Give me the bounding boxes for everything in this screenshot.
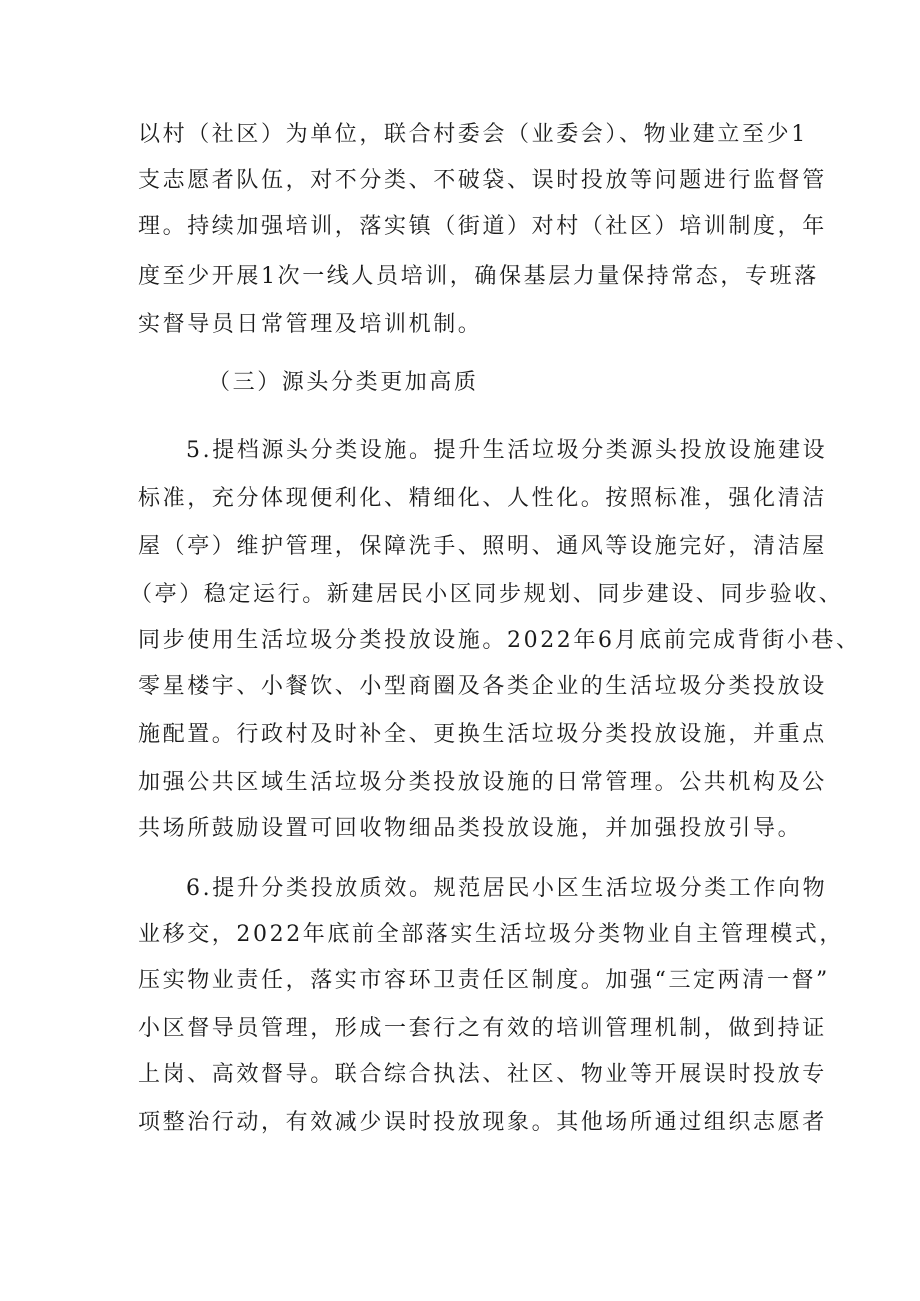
paragraph-6-line-3: 压实物业责任，落实市容环卫责任区制度。加强“三定两清一督” <box>138 968 830 993</box>
paragraph-5-line-5: 同步使用生活垃圾分类投放设施。2022年6月底前完成背街小巷、 <box>138 628 861 653</box>
paragraph-5-line-2: 标准，充分体现便利化、精细化、人性化。按照标准，强化清洁 <box>138 486 827 511</box>
paragraph-5-line-1: 5.提档源头分类设施。提升生活垃圾分类源头投放设施建设 <box>186 438 828 463</box>
paragraph-1-line-2: 支志愿者队伍，对不分类、不破袋、误时投放等问题进行监督管 <box>138 168 827 193</box>
paragraph-1-line-1: 以村（社区）为单位，联合村委会（业委会）、物业建立至少1 <box>138 122 808 147</box>
paragraph-1-line-5: 实督导员日常管理及培训机制。 <box>138 312 483 337</box>
paragraph-5-line-8: 加强公共区域生活垃圾分类投放设施的日常管理。公共机构及公 <box>138 770 827 795</box>
paragraph-6-line-5: 上岗、高效督导。联合综合执法、社区、物业等开展误时投放专 <box>138 1062 827 1087</box>
paragraph-5-line-7: 施配置。行政村及时补全、更换生活垃圾分类投放设施，并重点 <box>138 722 827 747</box>
paragraph-6-line-4: 小区督导员管理，形成一套行之有效的培训管理机制，做到持证 <box>138 1016 827 1041</box>
paragraph-6-line-2: 业移交，2022年底前全部落实生活垃圾分类物业自主管理模式， <box>138 922 844 947</box>
paragraph-6-line-1: 6.提升分类投放质效。规范居民小区生活垃圾分类工作向物 <box>186 876 828 901</box>
paragraph-6-line-6: 项整治行动，有效减少误时投放现象。其他场所通过组织志愿者 <box>138 1110 827 1135</box>
paragraph-1-line-3: 理。持续加强培训，落实镇（街道）对村（社区）培训制度，年 <box>138 214 827 239</box>
paragraph-5-line-9: 共场所鼓励设置可回收物细品类投放设施，并加强投放引导。 <box>138 816 803 841</box>
paragraph-5-line-3: 屋（亭）维护管理，保障洗手、照明、通风等设施完好，清洁屋 <box>138 534 827 559</box>
paragraph-5-line-6: 零星楼宇、小餐饮、小型商圈及各类企业的生活垃圾分类投放设 <box>138 674 827 699</box>
section-heading: （三）源头分类更加高质 <box>208 370 479 395</box>
paragraph-5-line-4: （亭）稳定运行。新建居民小区同步规划、同步建设、同步验收、 <box>130 582 844 607</box>
paragraph-1-line-4: 度至少开展1次一线人员培训，确保基层力量保持常态，专班落 <box>138 264 819 289</box>
